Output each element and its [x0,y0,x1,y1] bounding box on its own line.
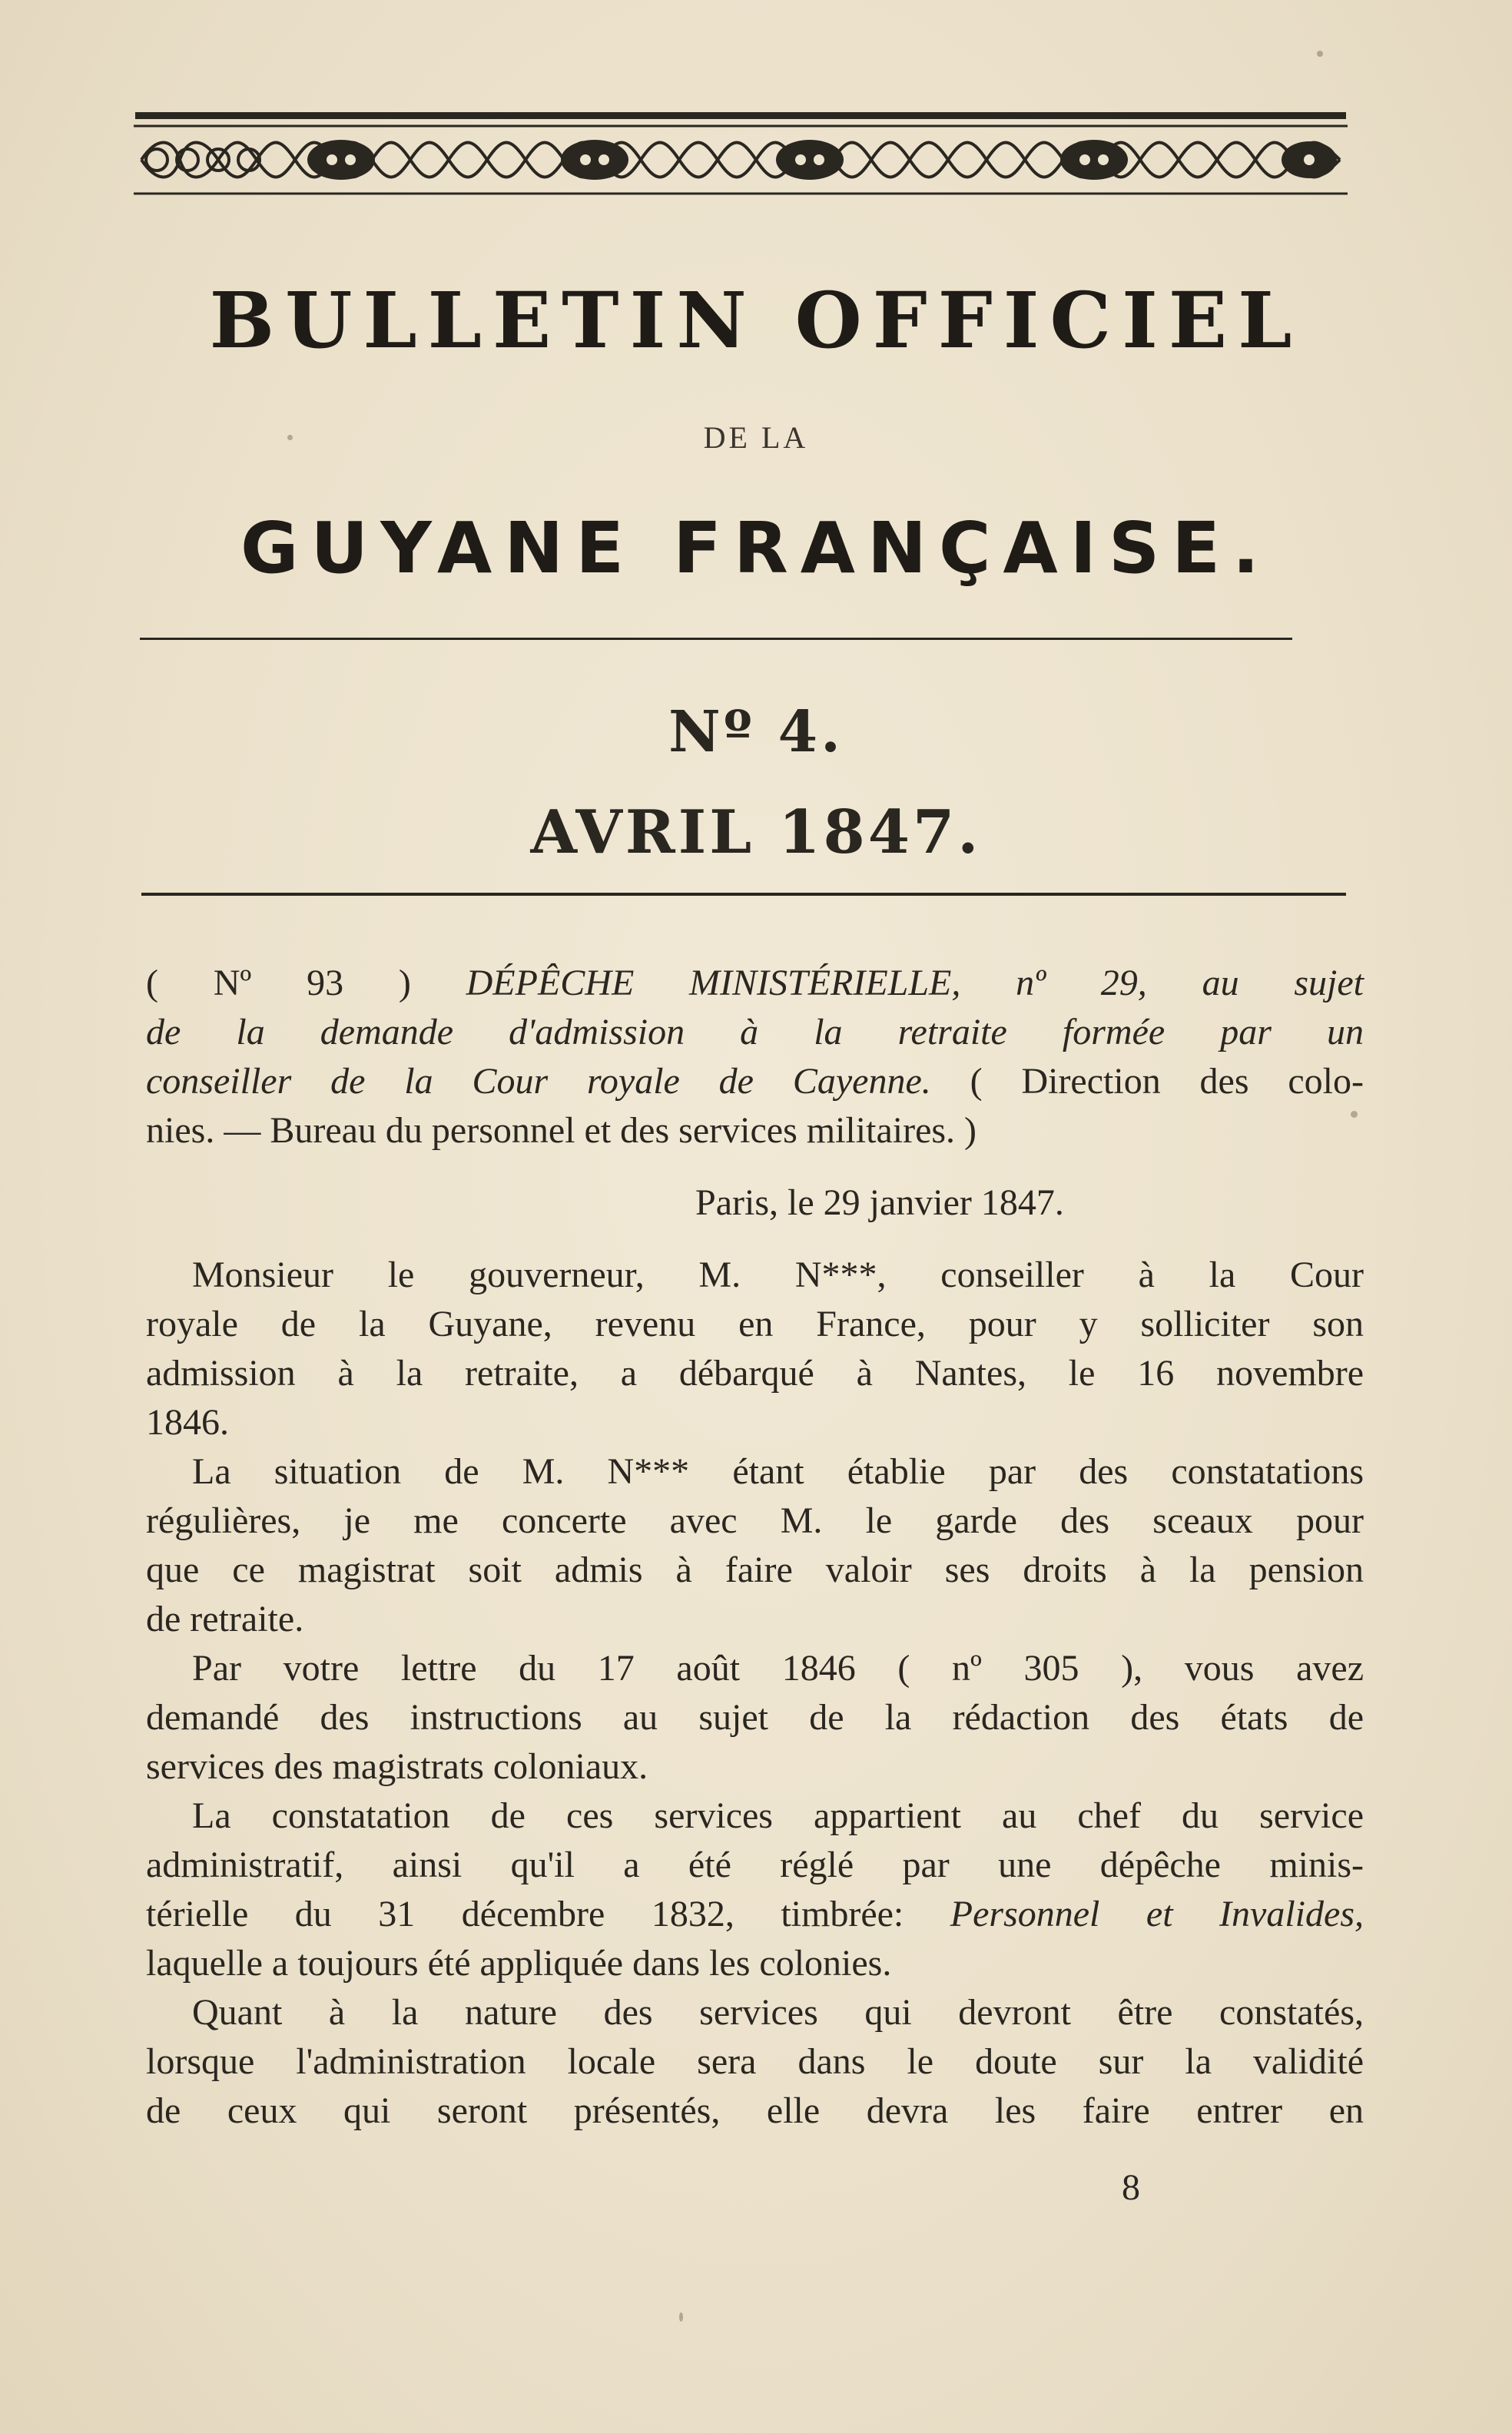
dispatch-heading-line-4 [146,1106,1364,1155]
body-line: lorsque l'administration locale sera dans le doute sur la validité [146,2041,1364,2082]
ornamental-border [134,114,1348,204]
body-line-with-italic [146,1890,1364,1939]
issue-date: AVRIL 1847. [530,797,982,867]
title-de-la: DE LA [703,420,809,455]
dispatch-heading-line-3-italic: conseiller de la Cour royale de Cayenne. [146,1061,931,1102]
date-rule [141,893,1346,896]
body-line: demandé des instructions au sujet de la rédaction des états de [146,1697,1364,1738]
body-line: laquelle a toujours été appliquée dans les colonies. [146,1943,892,1984]
body-line-italic-part: Personnel et Invalides, [950,1894,1364,1934]
dispatch-heading-line-2 [146,1008,1364,1057]
page-number: 8 [1122,2167,1140,2208]
paper-speck [1317,51,1323,57]
dispatch-heading-line-2-italic: de la demande d'admission à la retraite formée par un [146,1012,1364,1052]
paper-speck [287,435,293,440]
dispatch-heading-line-1-plain: ( Nº 93 ) [146,963,466,1003]
body-line: de retraite. [146,1599,304,1639]
issue-number: Nº 4. [668,699,844,765]
dispatch-heading-line-3 [146,1057,1364,1106]
body-line-plain-part: térielle du 31 décembre 1832, timbrée: [146,1894,950,1934]
body-line: admission à la retraite, a débarqué à Nantes, le 16 novembre [146,1353,1364,1394]
body-line: La situation de M. N*** étant établie par des constatations [192,1451,1364,1492]
paper-speck [679,2312,683,2322]
body-line: Quant à la nature des services qui devront être constatés, [192,1992,1364,2033]
dispatch-dateline: Paris, le 29 janvier 1847. [695,1182,1064,1223]
paper-speck [1351,1111,1358,1118]
dispatch-heading-line-4-plain: nies. — Bureau du personnel et des services militaires. ) [146,1110,977,1151]
body-line: de ceux qui seront présentés, elle devra les faire entrer en [146,2090,1364,2131]
body-line: régulières, je me concerte avec M. le garde des sceaux pour [146,1500,1364,1541]
body-line: Par votre lettre du 17 août 1846 ( nº 305 ), vous avez [192,1648,1364,1689]
bulletin-subtitle: GUYANE FRANÇAISE. [240,507,1272,589]
body-line: Monsieur le gouverneur, M. N***, conseiller à la Cour [192,1255,1364,1295]
dispatch-heading-line-1 [146,959,1364,1008]
body-line: services des magistrats coloniaux. [146,1746,648,1787]
body-line: La constatation de ces services appartient au chef du service [192,1795,1364,1836]
body-line: 1846. [146,1402,229,1443]
dispatch-heading-line-1-italic: DÉPÊCHE MINISTÉRIELLE, nº 29, au sujet [466,963,1364,1003]
title-rule [140,638,1292,640]
dispatch-heading-line-3-plain: ( Direction des colo- [930,1061,1364,1102]
body-line: que ce magistrat soit admis à faire valoir ses droits à la pension [146,1550,1364,1590]
bulletin-title: BULLETIN OFFICIEL [209,275,1303,366]
body-line: royale de la Guyane, revenu en France, pour y solliciter son [146,1304,1364,1344]
body-line: administratif, ainsi qu'il a été réglé par une dépêche minis- [146,1845,1364,1885]
